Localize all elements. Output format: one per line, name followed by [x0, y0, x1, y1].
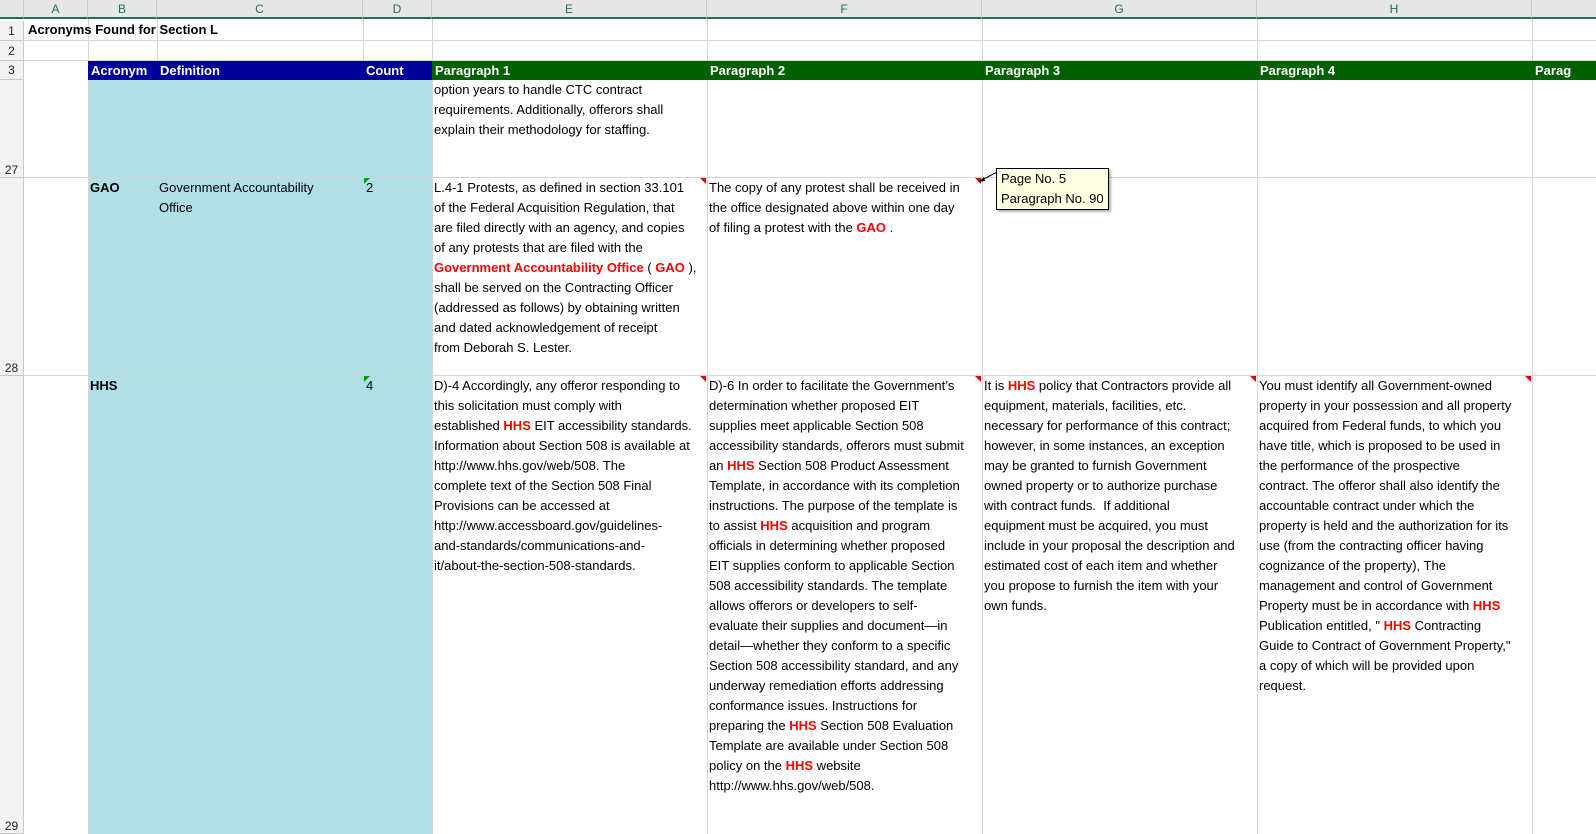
text-line: http://www.hhs.gov/web/508. — [709, 778, 875, 793]
text-line: accessibility standards, offerors must submit — [709, 438, 964, 453]
text-line — [709, 756, 981, 776]
text-line: determination whether proposed EIT — [709, 398, 920, 413]
header-acronym[interactable]: Acronym — [88, 61, 157, 80]
text-line: and dated acknowledgement of receipt — [434, 320, 658, 335]
hhs-paragraph-3[interactable] — [984, 376, 1256, 616]
text-fragment: to assist — [709, 518, 761, 533]
text-fragment: EIT accessibility standards. — [530, 418, 692, 433]
column-header-i[interactable] — [1532, 0, 1596, 19]
row-header-27[interactable]: 27 — [0, 80, 24, 178]
row-header-28[interactable]: 29 — [0, 376, 24, 834]
text-line: from Deborah S. Lester. — [434, 340, 573, 355]
text-line: with contract funds. If additional — [984, 498, 1170, 513]
text-line: it/about-the-section-508-standards. — [434, 558, 636, 573]
highlight-acronym: HHS — [503, 418, 531, 433]
text-fragment: Property must be in accordance with — [1259, 598, 1473, 613]
text-line: cognizance of the property), The — [1259, 558, 1446, 573]
header-paragraph-5[interactable]: Parag — [1532, 61, 1596, 80]
grid-line — [1532, 19, 1533, 834]
text-line: requirements. Additionally, offerors shall — [434, 102, 664, 117]
hhs-count[interactable]: 4 — [366, 378, 374, 393]
text-line: EIT supplies conform to applicable Section — [709, 558, 955, 573]
text-line: conformance issues. Instructions for — [709, 698, 918, 713]
text-fragment: an — [709, 458, 728, 473]
text-line: complete text of the Section 508 Final — [434, 478, 652, 493]
header-count[interactable]: Count — [363, 61, 432, 80]
text-line: evaluate their supplies and document—in — [709, 618, 948, 633]
header-paragraph-1[interactable]: Paragraph 1 — [432, 61, 707, 80]
column-header-h[interactable]: H — [1257, 0, 1532, 19]
comment-note[interactable] — [996, 168, 1109, 210]
text-line: (addressed as follows) by obtaining written — [434, 300, 680, 315]
text-line: the office designated above within one day — [709, 200, 955, 215]
text-line: equipment, materials, facilities, etc. — [984, 398, 1187, 413]
column-header-d[interactable]: D — [363, 0, 432, 19]
text-line: the performance of the prospective — [1259, 458, 1460, 473]
text-line: and-standards/communications-and- — [434, 538, 645, 553]
text-line — [709, 716, 981, 736]
text-line: http://www.accessboard.gov/guidelines- — [434, 518, 663, 533]
comment-indicator-icon[interactable] — [700, 376, 706, 382]
hhs-acronym[interactable]: HHS — [90, 378, 118, 393]
text-line: 508 accessibility standards. The template — [709, 578, 948, 593]
highlight-acronym: Government Accountability Office — [434, 260, 644, 275]
text-fragment: website — [813, 758, 861, 773]
text-fragment: policy that Contractors provide all — [1035, 378, 1232, 393]
text-line — [984, 376, 1256, 396]
text-line: contract. The offeror shall also identify the — [1259, 478, 1500, 493]
highlight-acronym: HHS — [789, 718, 817, 733]
grid-line — [432, 19, 433, 834]
gao-definition[interactable] — [159, 178, 359, 218]
highlight-acronym: HHS — [1007, 378, 1036, 393]
text-line: D)-6 In order to facilitate the Government’s — [709, 378, 955, 393]
text-line: request. — [1259, 678, 1306, 693]
text-line: a copy of which will be provided upon — [1259, 658, 1475, 673]
text-line: however, in some instances, an exception — [984, 438, 1225, 453]
text-line: You must identify all Government-owned — [1259, 378, 1492, 393]
text-line — [1259, 596, 1531, 616]
text-line: Template are available under Section 508 — [709, 738, 949, 753]
text-fragment: . — [886, 220, 894, 235]
row-header-2[interactable]: 2 — [0, 41, 24, 61]
select-all-corner[interactable] — [0, 0, 24, 19]
text-line: equipment must be acquired, you must — [984, 518, 1209, 533]
text-line: explain their methodology for staffing. — [434, 122, 650, 137]
header-paragraph-4[interactable]: Paragraph 4 — [1257, 61, 1532, 80]
text-line: use (from the contracting officer having — [1259, 538, 1484, 553]
cell-e-top[interactable] — [434, 80, 706, 140]
hhs-paragraph-2[interactable] — [709, 376, 981, 796]
text-fragment: ), — [684, 260, 697, 275]
gao-paragraph-1[interactable] — [434, 178, 706, 358]
text-line: are filed directly with an agency, and copies — [434, 220, 685, 235]
text-line: The copy of any protest shall be received in — [709, 180, 960, 195]
highlight-acronym: HHS — [1472, 598, 1501, 613]
text-fragment: established — [434, 418, 504, 433]
text-line: Information about Section 508 is available at — [434, 438, 690, 453]
note-paragraph-number: Paragraph No. 90 — [1001, 191, 1104, 206]
text-line: shall be served on the Contracting Officer — [434, 280, 673, 295]
note-page-number: Page No. 5 — [1001, 171, 1067, 186]
comment-indicator-icon[interactable] — [975, 376, 981, 382]
text-fragment: ( — [643, 260, 656, 275]
comment-indicator-icon[interactable] — [1250, 376, 1256, 382]
text-line: Government Accountability — [159, 180, 314, 195]
text-line: include in your proposal the description and — [984, 538, 1235, 553]
text-fragment: Section 508 Product Assessment — [754, 458, 949, 473]
grid-line — [88, 19, 89, 834]
row-header-3[interactable]: 3 — [0, 61, 24, 80]
text-line: option years to handle CTC contract — [434, 82, 643, 97]
text-line: management and control of Government — [1259, 578, 1493, 593]
column-header-f[interactable]: F — [707, 0, 982, 19]
text-fragment: preparing the — [709, 718, 790, 733]
text-line: you propose to furnish the item with your — [984, 578, 1219, 593]
text-line: officials in determining whether proposed — [709, 538, 946, 553]
text-line: Guide to Contract of Government Property," — [1259, 638, 1511, 653]
text-line: Office — [159, 200, 193, 215]
header-paragraph-3[interactable]: Paragraph 3 — [982, 61, 1257, 80]
text-fragment: policy on the — [709, 758, 786, 773]
column-header-g[interactable]: G — [982, 0, 1257, 19]
gao-paragraph-2[interactable] — [709, 178, 981, 238]
text-line: have title, which is proposed to be used in — [1259, 438, 1501, 453]
gao-count[interactable]: 2 — [366, 180, 374, 195]
text-line: instructions. The purpose of the template is — [709, 498, 958, 513]
text-line — [709, 218, 981, 238]
text-line — [1259, 616, 1531, 636]
comment-indicator-icon[interactable] — [700, 178, 706, 184]
gao-acronym[interactable]: GAO — [90, 180, 120, 195]
column-header-b[interactable]: B — [88, 0, 157, 19]
text-fragment: Contracting — [1411, 618, 1482, 633]
row-header-1[interactable]: 1 — [0, 21, 24, 41]
text-line: acquired from Federal funds, to which you — [1259, 418, 1502, 433]
text-line — [709, 456, 981, 476]
grid-line — [707, 19, 708, 834]
text-line: supplies meet applicable Section 508 — [709, 418, 924, 433]
text-line: necessary for performance of this contract; — [984, 418, 1231, 433]
text-line: Template, in accordance with its completion — [709, 478, 960, 493]
text-line: underway remediation efforts addressing — [709, 678, 944, 693]
text-line: L.4-1 Protests, as defined in section 33.101 — [434, 180, 685, 195]
row-header-27b[interactable]: 28 — [0, 178, 24, 376]
text-line: may be granted to furnish Government — [984, 458, 1207, 473]
text-line: owned property or to authorize purchase — [984, 478, 1218, 493]
text-line: allows offerors or developers to self- — [709, 598, 918, 613]
text-fragment: acquisition and program — [787, 518, 931, 533]
text-line: accountable contract under which the — [1259, 498, 1475, 513]
highlight-acronym: GAO — [655, 260, 685, 275]
sheet-title[interactable]: Acronyms Found for Section L — [28, 22, 218, 37]
highlight-acronym: HHS — [1383, 618, 1412, 633]
highlight-acronym: HHS — [760, 518, 788, 533]
text-fragment: Section 508 Evaluation — [816, 718, 954, 733]
text-line — [434, 416, 706, 436]
header-definition[interactable]: Definition — [157, 61, 363, 80]
hhs-paragraph-4[interactable] — [1259, 376, 1531, 696]
column-header-a[interactable]: A — [24, 0, 88, 19]
text-line: http://www.hhs.gov/web/508. The — [434, 458, 626, 473]
text-line: of the Federal Acquisition Regulation, that — [434, 200, 675, 215]
text-fragment: Publication entitled, " — [1259, 618, 1384, 633]
text-line: property is held and the authorization for its — [1259, 518, 1509, 533]
comment-indicator-icon[interactable] — [1525, 376, 1531, 382]
text-line: Section 508 accessibility standard, and any — [709, 658, 959, 673]
grid-line — [1257, 19, 1258, 834]
text-line — [434, 258, 706, 278]
text-fragment: It is — [984, 378, 1008, 393]
text-fragment: of filing a protest with the — [709, 220, 857, 235]
hhs-paragraph-1[interactable] — [434, 376, 706, 576]
highlight-acronym: HHS — [727, 458, 755, 473]
text-line: property in your possession and all property — [1259, 398, 1512, 413]
text-line: this solicitation must comply with — [434, 398, 622, 413]
text-line: own funds. — [984, 598, 1047, 613]
highlight-acronym: HHS — [785, 758, 814, 773]
text-line: estimated cost of each item and whether — [984, 558, 1218, 573]
highlight-acronym: GAO — [856, 220, 887, 235]
text-line: D)-4 Accordingly, any offeror responding to — [434, 378, 680, 393]
text-line: detail—whether they conform to a specific — [709, 638, 951, 653]
grid-line — [24, 40, 1596, 41]
header-paragraph-2[interactable]: Paragraph 2 — [707, 61, 982, 80]
column-header-c[interactable]: C — [157, 0, 363, 19]
column-header-e[interactable]: E — [432, 0, 707, 19]
text-line: of any protests that are filed with the — [434, 240, 643, 255]
text-line: Provisions can be accessed at — [434, 498, 610, 513]
text-line — [709, 516, 981, 536]
grid-line — [982, 19, 983, 834]
